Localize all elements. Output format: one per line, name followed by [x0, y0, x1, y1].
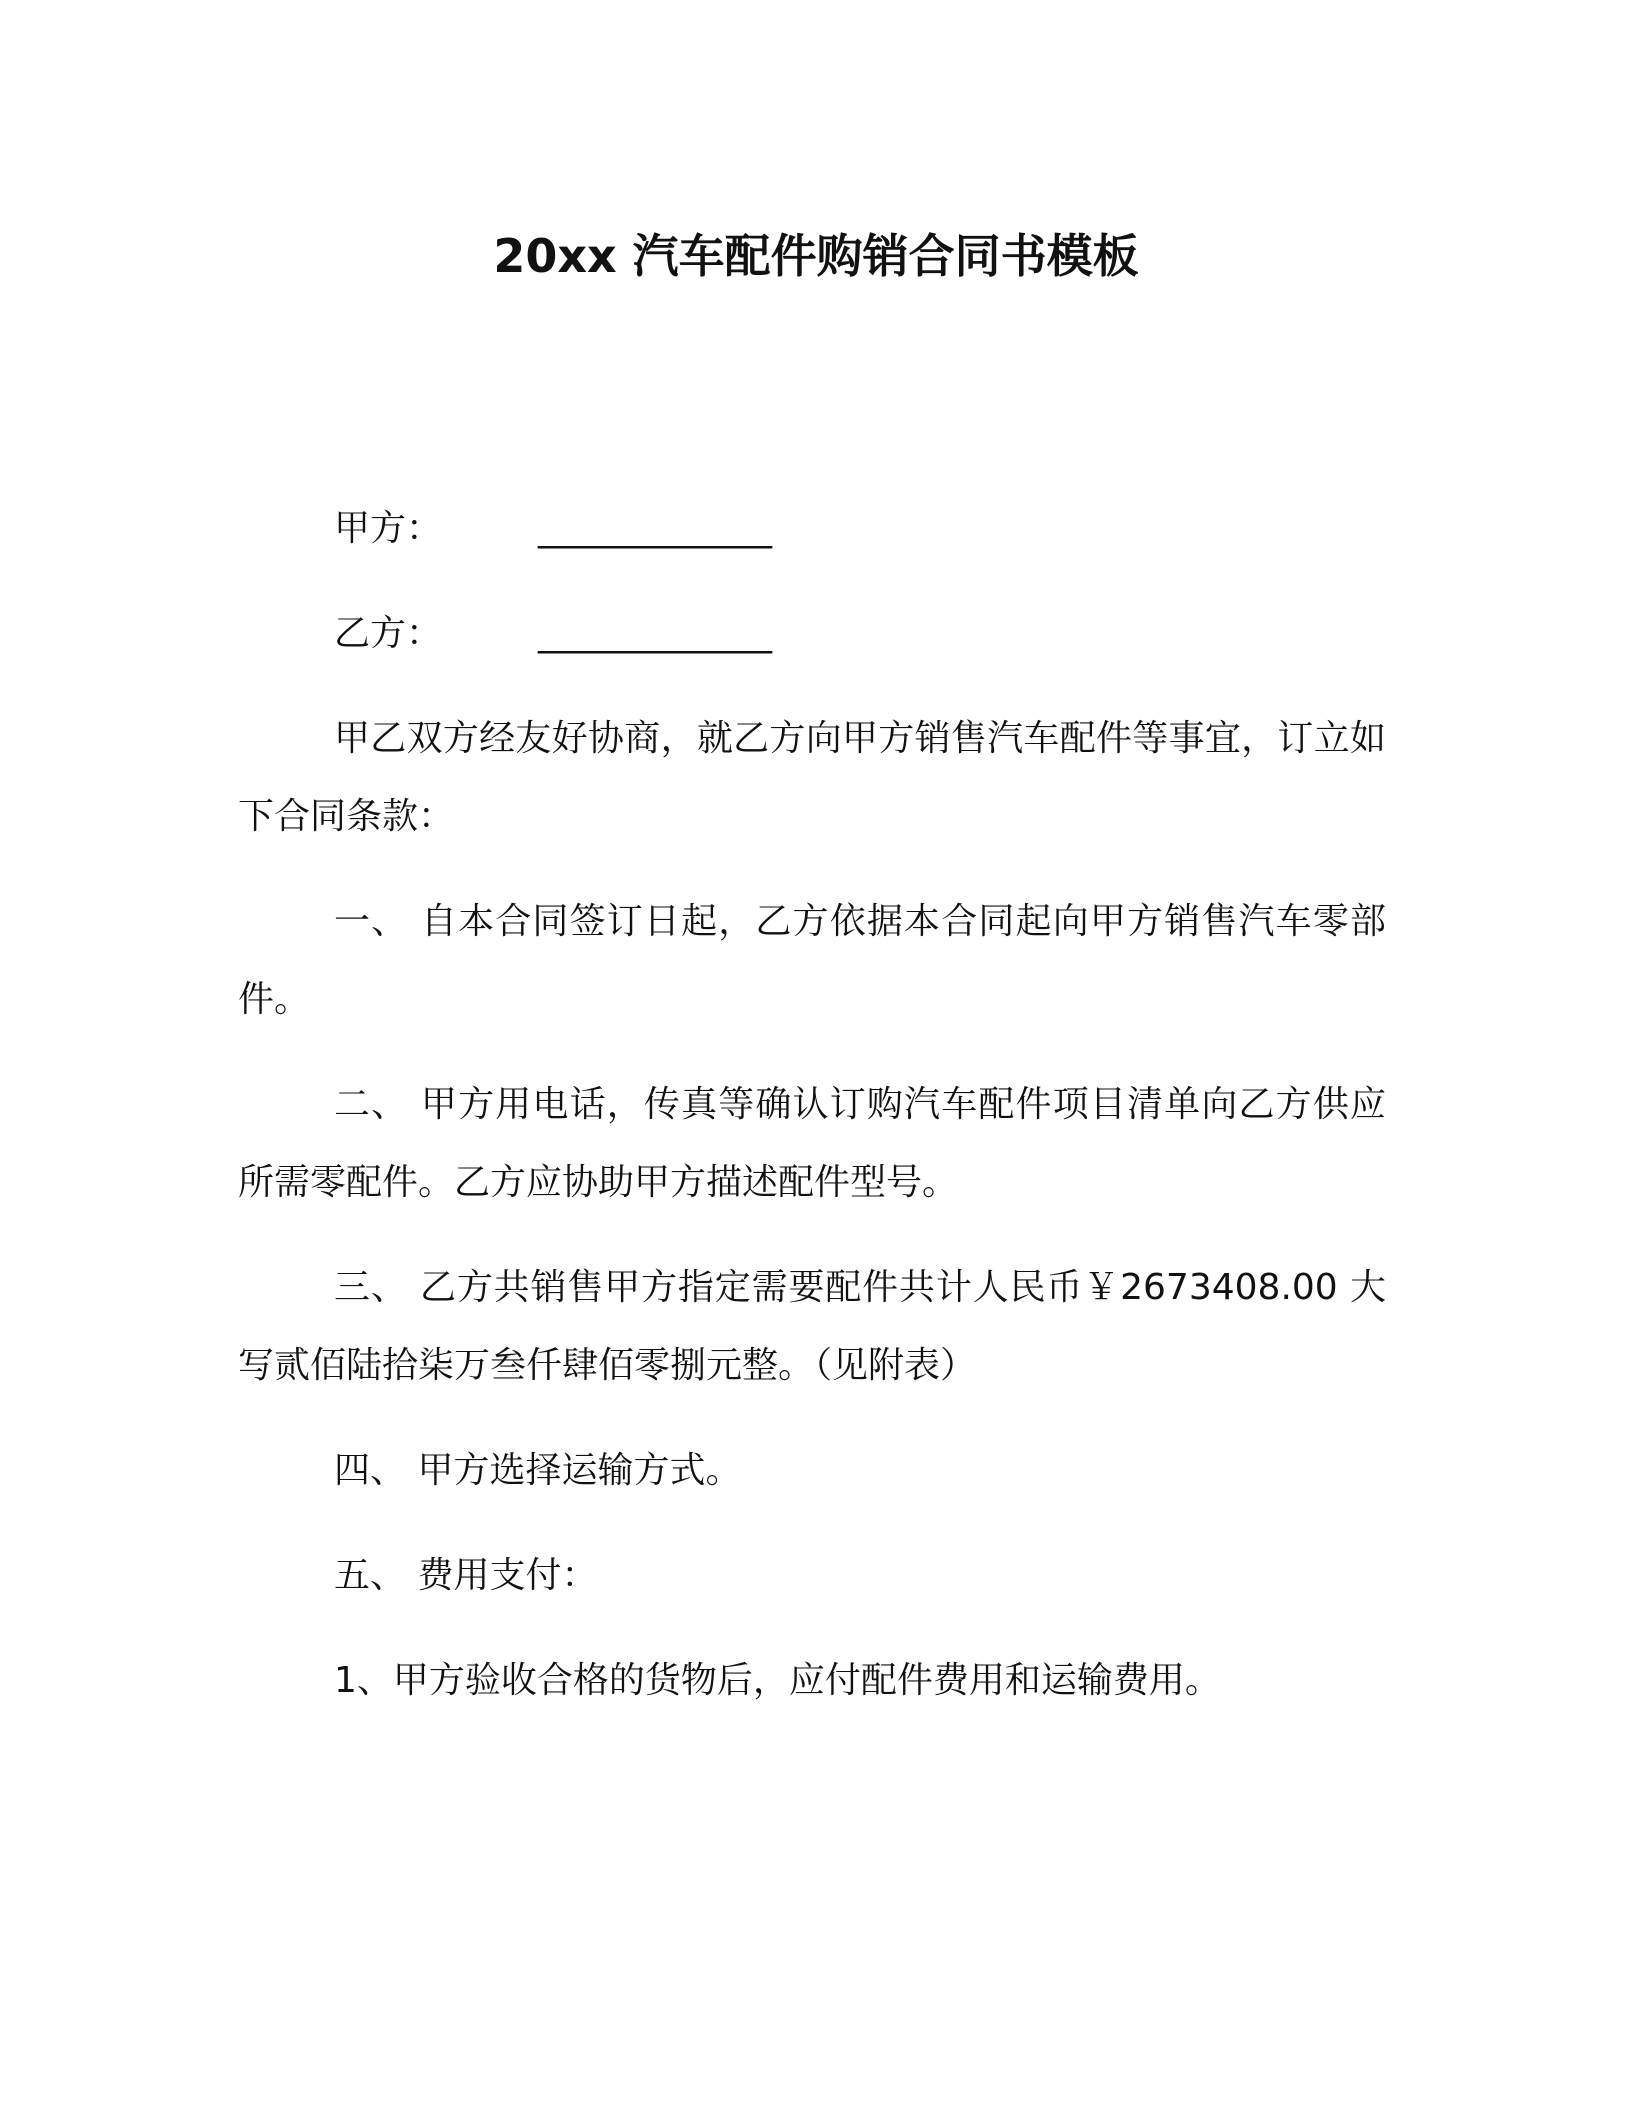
- clause-5: 五、 费用支付：: [334, 1555, 598, 1596]
- party-a-blank: _____________: [538, 508, 773, 549]
- party-b-line: [238, 595, 1386, 673]
- clause-4: 四、 甲方选择运输方式。: [334, 1450, 742, 1491]
- document-title: 20xx 汽车配件购销合同书模板: [493, 229, 1139, 283]
- sub-clause-1: 1、甲方验收合格的货物后，应付配件费用和运输费用。: [334, 1660, 1221, 1701]
- intro-paragraph: 甲乙双方经友好协商，就乙方向甲方销售汽车配件等事宜，订立如下合同条款：: [238, 718, 1386, 837]
- clause-1: 一、 自本合同签订日起，乙方依据本合同起向甲方销售汽车零部件。: [238, 901, 1386, 1020]
- clause-2: 二、 甲方用电话，传真等确认订购汽车配件项目清单向乙方供应所需零配件。乙方应协助甲方描述配件型号。: [238, 1084, 1386, 1203]
- party-a-label: 甲方：: [334, 508, 443, 549]
- party-a-line: [238, 490, 1386, 568]
- party-b-blank: _____________: [538, 613, 773, 654]
- party-b-label: 乙方：: [334, 613, 443, 654]
- document-body: [238, 490, 1386, 1747]
- clause-3: 三、 乙方共销售甲方指定需要配件共计人民币￥2673408.00 大写贰佰陆拾柒万叁仟肆佰零捌元整。（见附表）: [238, 1267, 1386, 1386]
